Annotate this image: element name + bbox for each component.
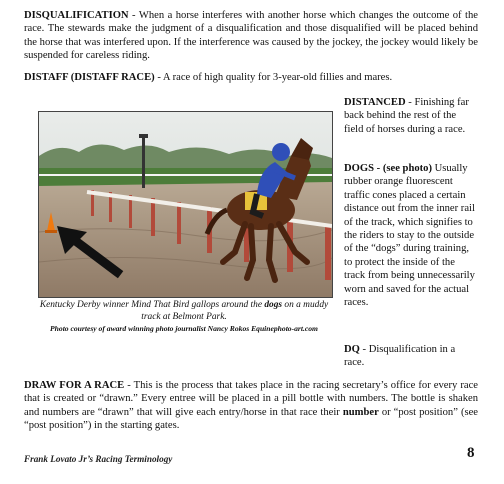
term-distaff: DISTAFF (DISTAFF RACE) [24,72,155,83]
term-disqualification: DISQUALIFICATION [24,10,129,21]
page-number: 8 [467,445,475,461]
definition-distanced: - Finishing far back behind the rest of the field of horses during a race. [344,97,469,135]
caption-text-start: Kentucky Derby winner Mind That Bird gallops around the [39,300,265,310]
entry-disqualification [24,9,478,63]
entry-distanced [344,96,478,136]
entry-draw-for-a-race [24,379,478,433]
horse-photo [38,111,333,298]
term-distanced: DISTANCED [344,97,406,108]
definition-dq: - Disqualification in a race. [344,344,456,369]
photo-caption [30,300,338,334]
horse-and-rider-icon [39,112,332,297]
term-draw-for-a-race: DRAW FOR A RACE [24,380,125,391]
caption-bold-term: dogs [264,300,283,310]
definition-dogs: Usually rubber orange fluorescent traffic cones placed a certain distance out from the inner rail of the track, which signifies to the riders to stay to the outside of the “dogs” during training, to protect the inside of the track from being unnecessarily worn and saved for the actual races. [344,163,475,309]
term-dq: DQ [344,344,360,355]
caption-text-end: on a muddy track at Belmont Park. [141,300,329,322]
footer-book-title: Frank Lovato Jr’s Racing Terminology [24,454,173,464]
entry-distaff [24,71,478,84]
definition-draw-part1: - This is the process that takes place in the racing secretary’s office for every race that is created or “drawn.” Every entree will be placed in a pill bottle with numbers. The bottle is shaken and numbers are “drawn” that will give each entry/horse in that race their [24,380,478,418]
definition-distaff: - A race of high quality for 3-year-old fillies and mares. [154,72,393,83]
entry-dq [344,343,478,370]
photo-credit: Photo courtesy of award winning photo journalist Nancy Rokos Equinephoto-art.com [50,324,318,334]
definition-disqualification: - When a horse interferes with another horse which changes the outcome of the race. The stewards make the judgment of a disqualification and those disqualified will be placed behind the horse that was interfered upon. If the interference was caused by the jockey, the jockey would likely be suspended for careless riding. [24,10,478,62]
definition-draw-number-word: number [342,406,379,418]
term-dogs: DOGS - (see photo) [344,163,432,174]
entry-dogs [344,162,478,309]
definition-draw-part2: or “post position” (see “post position”) in the starting gates. [24,406,478,432]
